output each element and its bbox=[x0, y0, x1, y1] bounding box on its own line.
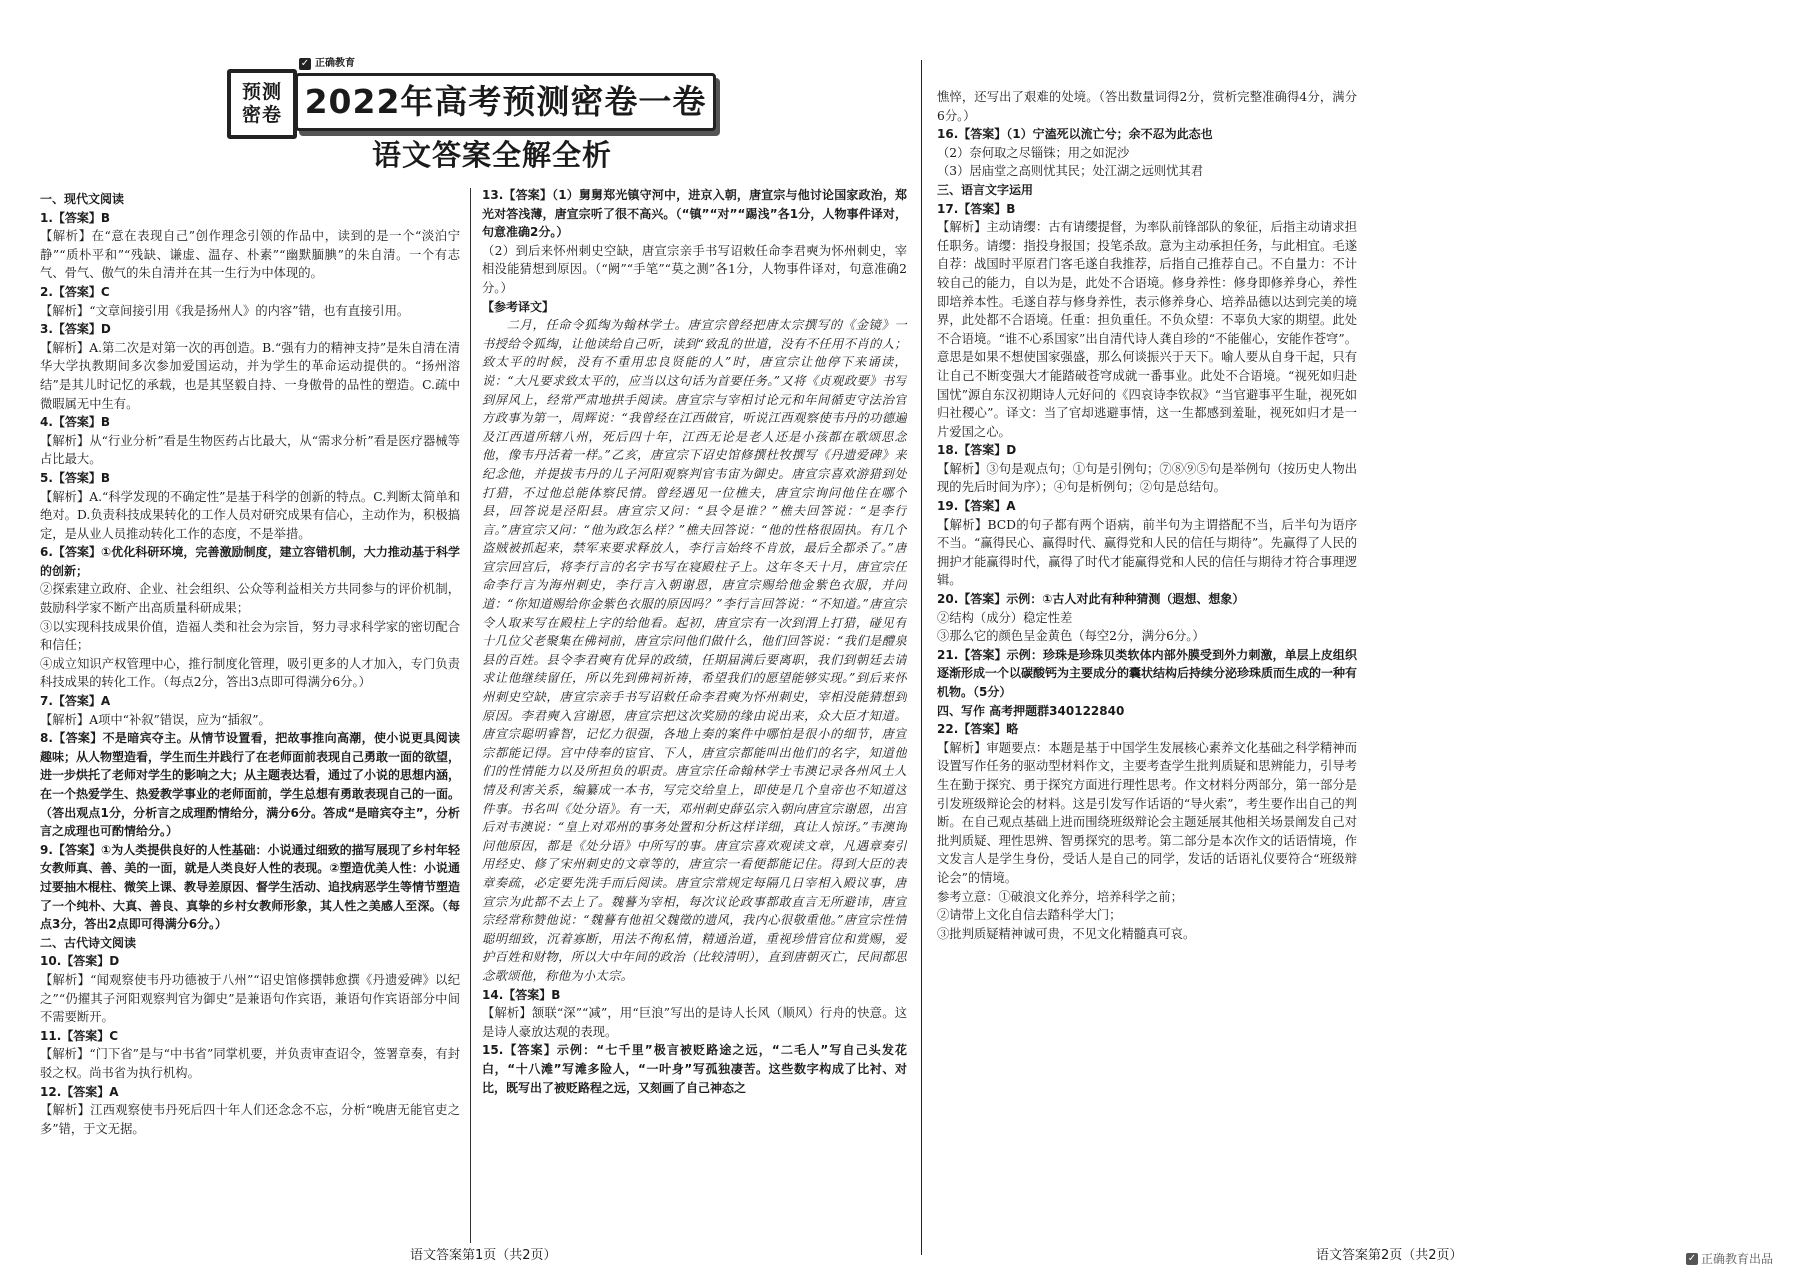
reference-translation: 二月，任命令狐绹为翰林学士。唐宣宗曾经把唐太宗撰写的《金镜》一书授给令狐绹，让他读给自己听，读到“致乱的世道，没有不任用不肖的人；致太平的时候，没有不重用忠良贤能的人”时，唐宣宗让他停下来诵读，说：“大凡要求致太平的，应当以这句话为首要任务。”又将《贞观政要》书写到屏风上，经常严肃地拱手阅读。唐宣宗与宰相讨论元和年间循吏守法治官方政事为第一，周辉说：“我曾经在江西做官，听说江西观察使韦丹的功德遍及江西道所辖八州，死后四十年，江西无论是老人还是小孩都在歌颂思念他，像韦丹活着一样。”乙亥，唐宣宗下诏史馆修撰杜牧撰写《丹遗爱碑》来纪念他，并提拔韦丹的儿子河阳观察判官韦宙为御史。唐宣宗喜欢游猎到处打猎，不过他总能体察民情。曾经遇见一位樵夫，唐宣宗询问他住在哪个县，回答说是泾阳县。唐宣宗又问：“县令是谁？”樵夫回答说：“是李行言。”唐宣宗又问：“他为政怎么样？”樵夫回答说：“他的性格很固执。有几个盗贼被抓起来，禁军来要求释放人，李行言始终不肯放，最后全都杀了。”唐宣宗回宫后，将李行言的名字书写在寝殿柱子上。这年冬天十月，唐宣宗任命李行言为海州刺史，李行言入朝谢恩，唐宣宗赐给他金紫色衣服，并问道：“你知道赐给你金紫色衣服的原因吗？”李行言回答说：“不知道。”唐宣宗令人取来写在殿柱上字的给他看。起初，唐宣宗有一次到渭上打猎，碰见有十几位父老聚集在佛祠前，唐宣宗问他们做什么，他们回答说：“我们是醴泉县的百姓。县令李君奭有优异的政绩，任期届满后要离职，我们到朝廷去请求让他继续留任，所以先到佛祠祈祷，希望我们的愿望能够实现。”到后来怀州刺史空缺，唐宣宗亲手书写诏敕任命李君奭为怀州刺史，宰相没能猜想到原因。李君奭入宫谢恩，唐宣宗把这次奖励的缘由说出来，众大臣才知道。唐宣宗聪明睿智，记忆力很强，各地上奏的案件中哪怕是很小的细节，唐宣宗都能记得。宫中侍奉的宦官、下人，唐宣宗都能叫出他们的名字，知道他们的性情能力以及所担负的职责。唐宣宗任命翰林学士韦澳记录各州风土人情及利害关系，编纂成一本书，写完交给皇上，即使是几个皇帝也不知道这件事。书名叫《处分语》。有一天，邓州刺史薛弘宗入朝向唐宣宗谢恩，出宫后对韦澳说：“皇上对邓州的事务处置和分析这样详细，真让人惊讶。”韦澳询问他原因，都是《处分语》中所写的事。唐宣宗喜欢观读文章，凡遇章奏引用经史、修了宋州刺史的文章等的，唐宣宗一看便都能记住。得到大臣的表章奏疏，必定要先洗手而后阅读。唐宣宗常规定每隔几日宰相入殿议事，唐宣宗为此都不去上了。魏謩为宰相，每次议论政事都敢直言无所避讳，唐宣宗经常称赞他说：“魏謩有他祖父魏徵的遗风，我内心很敬重他。”唐宣宗性情聪明细致，沉着寡断，用法不徇私情，精通治道，重视珍惜官位和赏赐，爱护百姓和财物，所以大中年间的政治（比较清明），直到唐朝灭亡，民间都思念歌颂他，称他为小太宗。 bbox=[482, 318, 907, 983]
answer-line: 16.【答案】（1）宁溘死以流亡兮；余不忍为此态也 bbox=[937, 127, 1213, 142]
header-banner bbox=[227, 55, 712, 138]
footer-page-2: 语文答案第2页（共2页） bbox=[1316, 1248, 1463, 1263]
column-left bbox=[40, 190, 460, 1242]
analysis-paragraph: 【解析】A项中“补叙”错误，应为“插叙”。 bbox=[40, 712, 271, 727]
analysis-paragraph: ③那么它的颜色呈金黄色（每空2分，满分6分。） bbox=[937, 629, 1205, 644]
analysis-paragraph: ②结构（成分）稳定性差 bbox=[937, 610, 1073, 625]
footer-page-1: 语文答案第1页（共2页） bbox=[410, 1248, 557, 1263]
answer-line: 10.【答案】D bbox=[40, 954, 120, 969]
prediction-badge bbox=[227, 69, 297, 139]
analysis-paragraph: （2）到后来怀州刺史空缺，唐宣宗亲手书写诏敕任命李君奭为怀州刺史，宰相没能猜想到原因。（“阙”“手笔”“莫之测”各1分，人物事件译对，句意准确2分。） bbox=[482, 243, 907, 295]
analysis-paragraph: 【解析】A.第二次是对第一次的再创造。B.“强有力的精神支持”是朱自清在清华大学执教期间多次参加爱国运动，并为学生的革命运动提供的。“扬州溶结”是其儿时记忆的承载，也是其坚毅自持、一身傲骨的品性的塑造。C.疏中微暇属无中生有。 bbox=[40, 340, 460, 411]
answer-line: 9.【答案】①为人类提供良好的人性基础：小说通过细致的描写展现了乡村年轻女教师真、善、美的一面，就是人类良好人性的表现。②塑造优美人性：小说通过要抽木棍柱、微笑上课、教导差原因、督学生活动、追找病恶学生等情节塑造了一个纯朴、大真、善良、真挚的乡村女教师形象，其人性之美感人至深。（每点3分，答出2点即可得满分6分。） bbox=[40, 842, 460, 932]
section-heading: 二、古代诗文阅读 bbox=[40, 935, 137, 950]
analysis-paragraph: ②探索建立政府、企业、社会组织、公众等利益相关方共同参与的评价机制，鼓励科学家不断产出高质量科研成果； bbox=[40, 582, 460, 616]
analysis-paragraph: 【解析】BCD的句子都有两个语病，前半句为主谓搭配不当，后半句为语序不当。“赢得民心、赢得时代、赢得党和人民的信任与期待”。先赢得了人民的拥护才能赢得时代，赢得了时代才能赢得党和人民的信任与期待才符合事理逻辑。 bbox=[937, 517, 1357, 588]
answer-line: 20.【答案】示例：①古人对此有种种猜测（遐想、想象） bbox=[937, 592, 1245, 607]
column-middle bbox=[482, 186, 907, 1244]
analysis-paragraph: 憔悴，还写出了艰难的处境。（答出数量词得2分，赏析完整准确得4分，满分6分。） bbox=[937, 90, 1357, 123]
badge-line2: 密卷 bbox=[241, 104, 282, 126]
answer-line: 14.【答案】B bbox=[482, 987, 561, 1002]
page-divider bbox=[921, 60, 922, 1255]
analysis-paragraph: 【解析】江西观察使韦丹死后四十年人们还念念不忘，分析“晚唐无能官吏之多”错，于文无据。 bbox=[40, 1103, 460, 1136]
section-heading: 一、现代文阅读 bbox=[40, 192, 125, 206]
analysis-paragraph: 【解析】③句是观点句；①句是引例句；⑦⑧⑨⑤句是举例句（按历史人物出现的先后时间为序）；④句是析例句；②句是总结句。 bbox=[937, 461, 1357, 495]
page-subtitle: 语文答案全解全析 bbox=[372, 138, 613, 172]
brand-name: 正确教育 bbox=[315, 58, 355, 69]
answer-line: 13.【答案】（1）舅舅郑光镇守河中，进京入朝，唐宣宗与他讨论国家政治，郑光对答浅薄，唐宣宗听了很不高兴。（“镇”“对”“踢浅”各1分，人物事件译对，句意准确2分。） bbox=[482, 188, 907, 240]
watermark bbox=[1686, 1250, 1773, 1269]
analysis-paragraph: ③以实现科技成果价值，造福人类和社会为宗旨，努力寻求科学家的密切配合和信任； bbox=[40, 619, 460, 653]
answer-line: 19.【答案】A bbox=[937, 499, 1016, 514]
checkmark-icon: ✓ bbox=[300, 58, 310, 70]
analysis-paragraph: ④成立知识产权管理中心，推行制度化管理，吸引更多的人才加入，专门负责科技成果的转化工作。（每点2分，答出3点即可得满分6分。） bbox=[40, 656, 460, 690]
answer-line: 7.【答案】A bbox=[40, 694, 111, 709]
answer-line: 1.【答案】B bbox=[40, 210, 111, 225]
checkmark-icon: ✓ bbox=[1687, 1253, 1697, 1265]
answer-line: 21.【答案】示例：珍珠是珍珠贝类软体内部外膜受到外力刺激，单层上皮组织逐渐形成一个以碳酸钙为主要成分的囊状结构后持续分泌珍珠质而生成的一种有机物。（5分） bbox=[937, 647, 1357, 699]
answer-line: 8.【答案】不是暗宾夺主。从情节设置看，把故事推向高潮，使小说更具阅读趣味；从人物塑造看，学生而生并践行了在老师面前表现自己勇敢一面的欲望，进一步烘托了老师对学生的影响之大；从主题表达看，通过了小说的思想内涵，在一个热爱学生、热爱教学事业的老师面前，学生总想有勇敢表现自己的一面。（答出观点1分，分析言之成理酌情给分，满分6分。答成“是暗宾夺主”，分析言之成理也可酌情给分。） bbox=[40, 731, 460, 839]
badge-line1: 预测 bbox=[241, 81, 282, 103]
answer-line: 2.【答案】C bbox=[40, 284, 110, 299]
analysis-paragraph: 参考立意：①破浪文化养分，培养科学之前； bbox=[937, 889, 1183, 904]
answer-line: 18.【答案】D bbox=[937, 443, 1017, 458]
page-title: 2022年高考预测密卷一卷 bbox=[295, 73, 716, 131]
answer-line: 【参考译文】 bbox=[482, 299, 555, 314]
answer-line: 22.【答案】略 bbox=[937, 722, 1019, 737]
answer-line: 12.【答案】A bbox=[40, 1084, 119, 1099]
watermark-text: 正确教育出品 bbox=[1701, 1252, 1774, 1266]
analysis-paragraph: 【解析】“门下省”是与“中书省”同掌机要，并负责审查诏令，签署章奏，有封驳之权。尚书省为执行机构。 bbox=[40, 1047, 460, 1080]
analysis-paragraph: ③批判质疑精神诚可贵，不见文化精髓真可哀。 bbox=[937, 926, 1196, 941]
analysis-paragraph: 【解析】从“行业分析”看是生物医药占比最大，从“需求分析”看是医疗器械等占比最大。 bbox=[40, 433, 460, 467]
analysis-paragraph: 【解析】颔联“深”“减”，用“巨浪”写出的是诗人长风（顺风）行舟的快意。这是诗人豪放达观的表现。 bbox=[482, 1006, 907, 1039]
brand-logo bbox=[299, 55, 355, 74]
answer-line: 4.【答案】B bbox=[40, 415, 111, 430]
analysis-paragraph: 【解析】A.“科学发现的不确定性”是基于科学的创新的特点。C.判断太简单和绝对。D.负责科技成果转化的工作人员对研究成果有信心，主动作为，积极搞定，是从业人员推动转化工作的态度，不是举措。 bbox=[40, 489, 460, 541]
analysis-paragraph: 【解析】在“意在表现自己”创作理念引领的作品中，读到的是一个“淡泊宁静”“质朴平和”“残缺、谦虚、温存、朴素”“幽默腼腆”的朱自清。一个有志气、骨气、傲气的朱自清并在其一生行为中体现的。 bbox=[40, 229, 460, 281]
answer-line: 11.【答案】C bbox=[40, 1028, 119, 1043]
analysis-paragraph: ②请带上文化自信去踏科学大门； bbox=[937, 908, 1122, 923]
analysis-paragraph: 【解析】“文章间接引用《我是扬州人》的内容”错，也有直接引用。 bbox=[40, 303, 410, 318]
analysis-paragraph: 【解析】“闻观察使韦丹功德被于八州”“诏史馆修撰韩愈撰《丹遗爱碑》以纪之”“仍擢其子河阳观察判官为御史”是兼语句作宾语，兼语句作宾语部分中间不需要断开。 bbox=[40, 972, 460, 1025]
section-heading: 四、写作 高考押题群340122840 bbox=[937, 703, 1125, 718]
answer-line: 3.【答案】D bbox=[40, 322, 111, 337]
section-heading: 三、语言文字运用 bbox=[937, 182, 1034, 197]
analysis-paragraph: （3）居庙堂之高则忧其民；处江湖之远则忧其君 bbox=[937, 164, 1204, 179]
answer-line: 17.【答案】B bbox=[937, 201, 1016, 216]
analysis-paragraph: 【解析】主动请缨：古有请缨提督，为率队前锋部队的象征，后指主动请求担任职务。请缨：指投身报国；投笔杀敌。意为主动承担任务，与此相宜。毛遂自荐：战国时平原君门客毛遂自我推荐，后指自己推荐自己。不自量力：不计较自己的能力，自以为是，此处不合语境。修身养性：修身即修养身心，养性即培养本性。毛遂自荐与修身养性，表示修养身心、培养品德以达到完美的境界，此处都不合语境。任重：担负重任。不负众望：不辜负大家的期望。此处不合语境。“谁不心系国家”出自清代诗人龚自珍的“不能催心，安能作苍穹”。意思是如果不想使国家强盛，那么何谈振兴于天下。喻人要从自身干起，只有让自己不断变强大才能踏破苍穹成就一番事业。此处不合语境。“视死如归赴国忧”源自东汉初期诗人元好问的《四哀诗李钦叔》“当官避事平生耻，视死如归社稷心”。译文：当了官却逃避事情，这一生都感到羞耻，视死如归才是一片爱国之心。 bbox=[937, 220, 1357, 439]
analysis-paragraph: 【解析】审题要点：本题是基于中国学生发展核心素养文化基础之科学精神而设置写作任务的驱动型材料作文，主要考查学生批判质疑和思辨能力，引导考生在勤于探究、勇于探究方面进行理性思考。作文材料分两部分，第一部分是引发班级辩论会的材料。这是引发写作话语的“导火索”，考生要作出自己的判断。在自己观点基础上进而围绕班级辩论会主题延展其他相关场景阐发自己对批判质疑、理性思辨、智勇探究的思考。第二部分是本次作文的话语情境，作文发言人是学生身份，受话人是自己的同学，发话的话语礼仪要符合“班级辩论会”的情境。 bbox=[937, 740, 1357, 885]
column-divider bbox=[470, 188, 471, 1243]
column-right bbox=[937, 88, 1357, 1208]
answer-line: 15.【答案】示例：“七千里”极言被贬路途之远，“二毛人”写自己头发花白，“十八滩”写滩多险人，“一叶身”写孤独凄苦。这些数字构成了比衬、对比，既写出了被贬路程之远，又刻画了自己神态之 bbox=[482, 1043, 907, 1095]
answer-line: 6.【答案】①优化科研环境，完善激励制度，建立容错机制，大力推动基于科学的创新； bbox=[40, 545, 460, 578]
answer-line: 5.【答案】B bbox=[40, 470, 111, 485]
analysis-paragraph: （2）奈何取之尽锱铢；用之如泥沙 bbox=[937, 145, 1130, 160]
